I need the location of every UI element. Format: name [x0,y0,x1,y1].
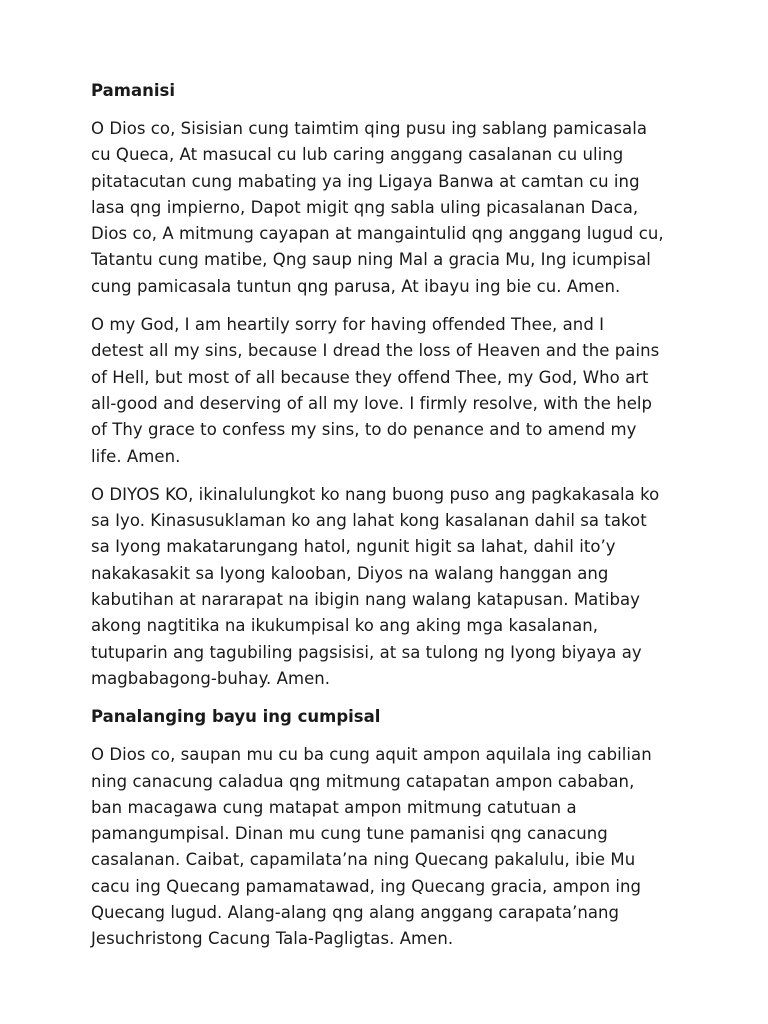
document-page [91,78,691,965]
text-line: life. Amen. [91,446,181,466]
text-line: Jesuchristong Cacung Tala-Pagligtas. Amen. [91,929,454,949]
text-line: sa Iyo. Kinasusuklaman ko ang lahat kong kasalanan dahil sa takot [91,511,647,531]
text-line: magbabagong-buhay. Amen. [91,668,331,688]
text-line: detest all my sins, because I dread the loss of Heaven and the pains [91,341,660,361]
paragraph-english-contrition [91,312,691,470]
paragraph-kapampangan-contrition [91,116,691,300]
text-line: lasa qng impierno, Dapot migit qng sabla uling picasalanan Daca, [91,197,639,217]
text-line: Quecang lugud. Alang-alang qng alang anggang carapata’nang [91,903,620,923]
text-line: of Thy grace to confess my sins, to do penance and to amend my [91,420,637,440]
text-line: Tatantu cung matibe, Qng saup ning Mal a gracia Mu, Ing icumpisal [91,250,651,270]
text-line: sa Iyong makatarungang hatol, ngunit higit sa lahat, dahil ito’y [91,537,616,557]
text-line: cacu ing Quecang pamamatawad, ing Quecang gracia, ampon ing [91,876,642,896]
text-line: Dios co, A mitmung cayapan at mangaintulid qng anggang lugud cu, [91,224,664,244]
text-line: cu Queca, At masucal cu lub caring anggang casalanan cu uling [91,145,624,165]
text-line: pamangumpisal. Dinan mu cung tune pamanisi qng canacung [91,824,608,844]
paragraph-prayer-before-confession [91,742,691,952]
section-heading-pamanisi: Pamanisi [91,81,175,100]
text-line: pitatacutan cung mabating ya ing Ligaya Banwa at camtan cu ing [91,171,640,191]
text-line: O Dios co, Sisisian cung taimtim qing pusu ing sablang pamicasala [91,119,648,138]
text-line: tutuparin ang tagubiling pagsisisi, at sa tulong ng Iyong biyaya ay [91,642,642,662]
text-line: O DIYOS KO, ikinalulungkot ko nang buong puso ang pagkakasala ko [91,484,660,504]
text-line: O my God, I am heartily sorry for having offended Thee, and I [91,315,605,335]
text-line: ning canacung caladua qng mitmung catapatan ampon cababan, [91,771,635,791]
text-line: nakakasakit sa Iyong kalooban, Diyos na walang hanggan ang [91,563,609,583]
paragraph-tagalog-contrition [91,482,691,692]
text-line: akong nagtitika na ikukumpisal ko ang aking mga kasalanan, [91,616,599,636]
text-line: cung pamicasala tuntun qng parusa, At ibayu ing bie cu. Amen. [91,276,621,296]
text-line: all-good and deserving of all my love. I firmly resolve, with the help [91,393,653,413]
section-heading-panalangin: Panalanging bayu ing cumpisal [91,707,381,727]
text-line: of Hell, but most of all because they offend Thee, my God, Who art [91,367,649,387]
text-line: casalanan. Caibat, capamilata’na ning Quecang pakalulu, ibie Mu [91,850,636,870]
text-line: ban macagawa cung matapat ampon mitmung catutuan a [91,797,577,817]
text-line: kabutihan at nararapat na ibigin nang walang katapusan. Matibay [91,590,640,610]
text-line: O Dios co, saupan mu cu ba cung aquit ampon aquilala ing cabilian [91,745,652,765]
